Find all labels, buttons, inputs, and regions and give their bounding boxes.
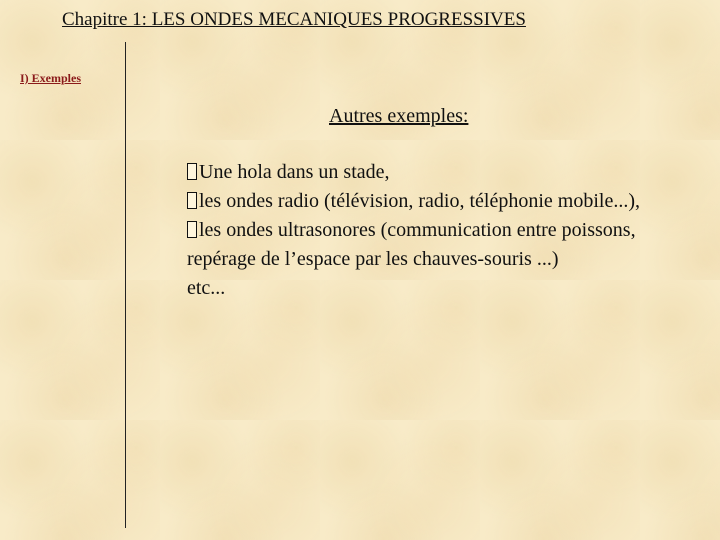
list-item-text: les ondes ultrasonores (communication entre poissons, repérage de l’espace par les chauves-souris ...) [187, 219, 636, 270]
list-item [187, 158, 657, 187]
list-item-text: etc... [187, 277, 226, 299]
subheading: Autres exemples: [329, 105, 469, 127]
missing-glyph-icon [187, 163, 197, 180]
list-item-text: les ondes radio (télévision, radio, téléphonie mobile...), [199, 190, 640, 212]
vertical-divider [125, 42, 126, 528]
missing-glyph-icon [187, 192, 197, 209]
list-item [187, 187, 657, 216]
list-item-text: Une hola dans un stade, [199, 161, 390, 183]
section-label: I) Exemples [20, 71, 81, 85]
examples-list [187, 158, 657, 303]
slide-title: Chapitre 1: LES ONDES MECANIQUES PROGRESSIVES [62, 9, 526, 30]
list-item [187, 216, 657, 274]
list-item [187, 274, 657, 303]
missing-glyph-icon [187, 221, 197, 238]
